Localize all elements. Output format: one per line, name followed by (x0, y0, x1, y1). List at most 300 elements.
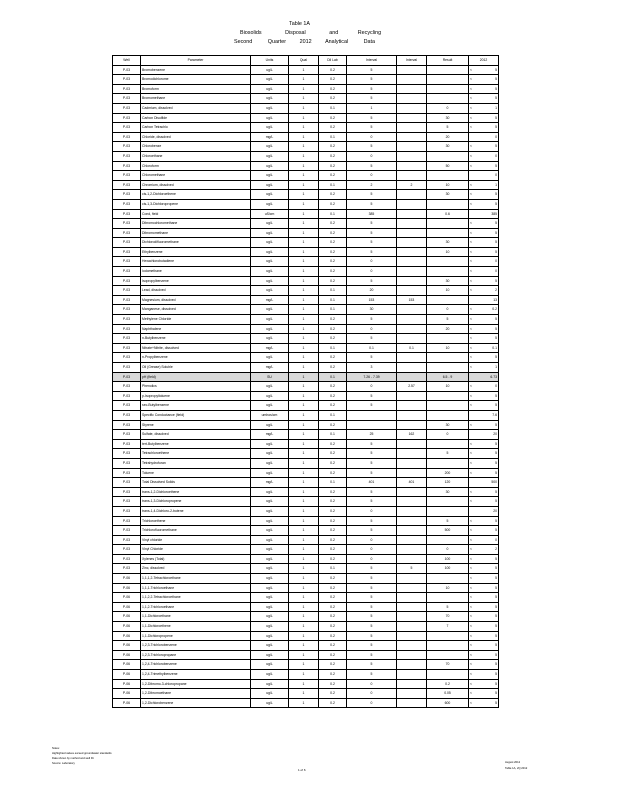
cell-qualifier (469, 430, 479, 440)
cell-qual: 1 (289, 583, 319, 593)
cell-interval-1: 7.26 - 7.39 (347, 372, 397, 382)
cell-2012: 5 (479, 631, 499, 641)
cell-parameter: Total Dissolved Solids (141, 478, 251, 488)
cell-2012: 5 (479, 238, 499, 248)
cell-dil-lab: 0.2 (319, 516, 347, 526)
cell-parameter: Carbon Tetrachlo (141, 123, 251, 133)
table-header-row (113, 56, 499, 66)
cell-parameter: cis-1,2-Dichloroethene (141, 190, 251, 200)
cell-result: 30 (427, 190, 469, 200)
cell-units: ug/L (251, 315, 289, 325)
cell-interval-2 (397, 94, 427, 104)
cell-well: P-06 (113, 622, 141, 632)
cell-dil-lab: 0.2 (319, 449, 347, 459)
cell-interval-2 (397, 151, 427, 161)
cell-result (427, 391, 469, 401)
table-row (113, 123, 499, 133)
cell-parameter: Tetrahydrofuran (141, 458, 251, 468)
cell-dil-lab: 0.2 (319, 458, 347, 468)
table-row (113, 650, 499, 660)
cell-dil-lab: 0.2 (319, 142, 347, 152)
cell-qual: 1 (289, 334, 319, 344)
cell-interval-2 (397, 401, 427, 411)
cell-interval-2 (397, 670, 427, 680)
cell-well: P-03 (113, 84, 141, 94)
cell-parameter: Bromoform (141, 84, 251, 94)
cell-qual: 1 (289, 305, 319, 315)
cell-dil-lab: 0.2 (319, 84, 347, 94)
cell-units: ug/L (251, 526, 289, 536)
cell-qualifier: < (469, 267, 479, 277)
cell-qualifier: < (469, 593, 479, 603)
cell-well: P-03 (113, 554, 141, 564)
table-row (113, 103, 499, 113)
cell-result (427, 593, 469, 603)
cell-interval-1: 5 (347, 391, 397, 401)
cell-parameter: 1,2,3-Trichloropropane (141, 650, 251, 660)
cell-parameter: Trichlorofluoromethane (141, 526, 251, 536)
cell-result: 0 (427, 103, 469, 113)
cell-parameter: Methylene Chloride (141, 315, 251, 325)
cell-result: 100 (427, 554, 469, 564)
cell-result: 500 (427, 526, 469, 536)
cell-result (427, 506, 469, 516)
cell-interval-1: 5 (347, 113, 397, 123)
cell-interval-2 (397, 113, 427, 123)
cell-units: ug/L (251, 487, 289, 497)
cell-dil-lab: 0.1 (319, 180, 347, 190)
cell-2012: 5 (479, 353, 499, 363)
cell-units: mg/L (251, 478, 289, 488)
cell-2012: 5 (479, 612, 499, 622)
cell-parameter: Ethylbenzene (141, 247, 251, 257)
cell-interval-2 (397, 391, 427, 401)
cell-qual: 1 (289, 276, 319, 286)
table-row (113, 75, 499, 85)
cell-qual: 1 (289, 468, 319, 478)
cell-units: mg/L (251, 363, 289, 373)
cell-2012: 5 (479, 679, 499, 689)
cell-interval-1: 5 (347, 199, 397, 209)
cell-well: P-03 (113, 65, 141, 75)
cell-interval-1: 5 (347, 583, 397, 593)
cell-dil-lab: 0.2 (319, 247, 347, 257)
table-row (113, 171, 499, 181)
table-row (113, 679, 499, 689)
cell-well: P-03 (113, 468, 141, 478)
table-row (113, 468, 499, 478)
cell-qual: 1 (289, 564, 319, 574)
cell-result: 30 (427, 238, 469, 248)
cell-units: ug/L (251, 171, 289, 181)
cell-dil-lab: 0.1 (319, 372, 347, 382)
cell-dil-lab: 0.2 (319, 151, 347, 161)
cell-qual: 1 (289, 219, 319, 229)
cell-well: P-03 (113, 564, 141, 574)
cell-units: ug/L (251, 583, 289, 593)
cell-units: ug/L (251, 535, 289, 545)
cell-interval-1: 5 (347, 161, 397, 171)
cell-parameter: Specific Conductance (field) (141, 410, 251, 420)
cell-qualifier: < (469, 449, 479, 459)
cell-qualifier: < (469, 151, 479, 161)
cell-parameter: 1,2,4-Trimethylbenzene (141, 670, 251, 680)
cell-parameter: 1,2-Dichlorobenzene (141, 698, 251, 708)
cell-2012: 5 (479, 497, 499, 507)
cell-result: 100 (427, 564, 469, 574)
cell-qualifier: < (469, 94, 479, 104)
cell-well: P-03 (113, 506, 141, 516)
cell-interval-1: 5 (347, 622, 397, 632)
cell-interval-1: 5 (347, 353, 397, 363)
cell-dil-lab: 0.2 (319, 506, 347, 516)
cell-units: ug/L (251, 401, 289, 411)
cell-interval-1: 3 (347, 363, 397, 373)
cell-well: P-06 (113, 583, 141, 593)
cell-parameter: tert-Butylbenzene (141, 439, 251, 449)
title-word: Analytical (325, 39, 349, 45)
cell-dil-lab: 0.2 (319, 602, 347, 612)
cell-well: P-03 (113, 334, 141, 344)
cell-well: P-03 (113, 315, 141, 325)
cell-qualifier: < (469, 487, 479, 497)
cell-2012: 5 (479, 113, 499, 123)
cell-well: P-03 (113, 161, 141, 171)
cell-interval-1: 5 (347, 641, 397, 651)
table-row (113, 564, 499, 574)
cell-dil-lab: 0.2 (319, 487, 347, 497)
cell-dil-lab: 0.2 (319, 123, 347, 133)
cell-interval-1: 5 (347, 497, 397, 507)
cell-interval-2 (397, 142, 427, 152)
cell-interval-1: 5 (347, 487, 397, 497)
table-row (113, 247, 499, 257)
cell-qual: 1 (289, 487, 319, 497)
cell-units: ug/L (251, 84, 289, 94)
cell-dil-lab: 0.2 (319, 334, 347, 344)
cell-dil-lab: 0.1 (319, 478, 347, 488)
cell-parameter: Carbon Disulfide (141, 113, 251, 123)
cell-qual: 1 (289, 458, 319, 468)
cell-interval-1: 5 (347, 123, 397, 133)
cell-2012: 2 (479, 545, 499, 555)
cell-well: P-03 (113, 219, 141, 229)
cell-qual: 1 (289, 449, 319, 459)
cell-qual: 1 (289, 410, 319, 420)
cell-parameter: Zinc, dissolved (141, 564, 251, 574)
cell-qual: 1 (289, 439, 319, 449)
cell-interval-1: 0 (347, 554, 397, 564)
table-row (113, 257, 499, 267)
cell-well: P-03 (113, 267, 141, 277)
cell-units: ug/L (251, 65, 289, 75)
cell-result (427, 439, 469, 449)
cell-interval-2 (397, 353, 427, 363)
cell-dil-lab: 0.2 (319, 622, 347, 632)
cell-qualifier: < (469, 65, 479, 75)
cell-result (427, 497, 469, 507)
cell-units: ug/L (251, 199, 289, 209)
cell-qualifier: < (469, 103, 479, 113)
cell-interval-1: 5 (347, 564, 397, 574)
cell-qualifier: < (469, 324, 479, 334)
cell-interval-2 (397, 410, 427, 420)
cell-well: P-03 (113, 305, 141, 315)
cell-dil-lab: 0.2 (319, 650, 347, 660)
table-row (113, 151, 499, 161)
cell-result: 70 (427, 612, 469, 622)
cell-units: ug/L (251, 267, 289, 277)
cell-dil-lab: 0.2 (319, 679, 347, 689)
cell-interval-2 (397, 190, 427, 200)
cell-qualifier: < (469, 334, 479, 344)
cell-qualifier: < (469, 583, 479, 593)
title-word: 2012 (299, 39, 312, 45)
footer-right (505, 760, 527, 772)
cell-units: ug/L (251, 247, 289, 257)
cell-result: 5 (427, 602, 469, 612)
cell-parameter: Sulfate, dissolved (141, 430, 251, 440)
cell-interval-1: 5 (347, 228, 397, 238)
cell-interval-2 (397, 458, 427, 468)
cell-interval-2 (397, 219, 427, 229)
cell-qual: 1 (289, 238, 319, 248)
cell-2012: 5 (479, 276, 499, 286)
cell-interval-1: 5 (347, 468, 397, 478)
cell-units: ug/L (251, 602, 289, 612)
cell-2012: 5 (479, 641, 499, 651)
cell-interval-2 (397, 171, 427, 181)
cell-well: P-03 (113, 276, 141, 286)
cell-units: ug/L (251, 670, 289, 680)
cell-qual: 1 (289, 315, 319, 325)
cell-well: P-03 (113, 478, 141, 488)
cell-well: P-06 (113, 574, 141, 584)
cell-qual: 1 (289, 65, 319, 75)
cell-dil-lab: 0.2 (319, 324, 347, 334)
cell-parameter: Chloromethane (141, 171, 251, 181)
header-units: Units (251, 56, 289, 66)
cell-2012: 5 (479, 670, 499, 680)
cell-units: uS/cm (251, 209, 289, 219)
cell-well: P-03 (113, 372, 141, 382)
cell-2012: 0 (479, 267, 499, 277)
cell-parameter: Isopropylbenzene (141, 276, 251, 286)
cell-2012: 0 (479, 171, 499, 181)
cell-well: P-03 (113, 113, 141, 123)
cell-units: ug/L (251, 286, 289, 296)
cell-interval-1: 0 (347, 257, 397, 267)
page-number: 1 of 6 (298, 768, 306, 772)
cell-qual: 1 (289, 516, 319, 526)
cell-well: P-06 (113, 593, 141, 603)
cell-parameter: Oil (Grease) Soluble (141, 363, 251, 373)
cell-result: 30 (427, 113, 469, 123)
cell-dil-lab: 0.2 (319, 65, 347, 75)
table-row (113, 142, 499, 152)
cell-2012: 1 (479, 180, 499, 190)
cell-result: 10 (427, 286, 469, 296)
cell-result (427, 199, 469, 209)
cell-qualifier: < (469, 257, 479, 267)
cell-interval-2: 162 (397, 430, 427, 440)
cell-result (427, 631, 469, 641)
cell-result (427, 94, 469, 104)
cell-result (427, 641, 469, 651)
table-row (113, 353, 499, 363)
cell-qual: 1 (289, 75, 319, 85)
cell-result: 5 (427, 449, 469, 459)
cell-2012: 0 (479, 151, 499, 161)
cell-interval-1: 5 (347, 516, 397, 526)
cell-result: 30 (427, 420, 469, 430)
cell-parameter: Tetrachloroethene (141, 449, 251, 459)
cell-interval-1: 0 (347, 679, 397, 689)
cell-interval-1: 0 (347, 171, 397, 181)
header-interval-1: Interval (347, 56, 397, 66)
table-row (113, 545, 499, 555)
cell-qualifier: < (469, 497, 479, 507)
cell-interval-2 (397, 593, 427, 603)
cell-2012: 5 (479, 219, 499, 229)
cell-well: P-03 (113, 487, 141, 497)
cell-interval-1: 5 (347, 439, 397, 449)
cell-qualifier (469, 209, 479, 219)
cell-qualifier: < (469, 679, 479, 689)
cell-2012: 5 (479, 458, 499, 468)
cell-well: P-03 (113, 324, 141, 334)
footer-table-ref: Table 1A, 2Q 2012 (505, 767, 528, 770)
cell-result (427, 171, 469, 181)
cell-2012: 5 (479, 75, 499, 85)
cell-dil-lab: 0.1 (319, 564, 347, 574)
table-row (113, 132, 499, 142)
cell-interval-2 (397, 238, 427, 248)
cell-dil-lab: 0.2 (319, 171, 347, 181)
cell-qual: 1 (289, 363, 319, 373)
cell-result: 0 (427, 430, 469, 440)
cell-dil-lab: 0.1 (319, 305, 347, 315)
cell-interval-2: 153 (397, 295, 427, 305)
cell-units: ug/L (251, 458, 289, 468)
cell-interval-2 (397, 574, 427, 584)
cell-2012: 5 (479, 660, 499, 670)
cell-dil-lab: 0.2 (319, 535, 347, 545)
cell-interval-1: 0 (347, 151, 397, 161)
cell-parameter: Chloride, dissolved (141, 132, 251, 142)
cell-qualifier: < (469, 247, 479, 257)
cell-dil-lab: 0.2 (319, 401, 347, 411)
cell-interval-1: 5 (347, 142, 397, 152)
cell-qualifier: < (469, 526, 479, 536)
cell-dil-lab: 0.2 (319, 526, 347, 536)
cell-parameter: Phenolics (141, 382, 251, 392)
cell-parameter: sec-Butylbenzene (141, 401, 251, 411)
cell-interval-1: 5 (347, 94, 397, 104)
cell-units: ug/L (251, 305, 289, 315)
cell-units: ug/L (251, 161, 289, 171)
cell-well: P-03 (113, 439, 141, 449)
cell-qualifier: < (469, 516, 479, 526)
cell-result (427, 219, 469, 229)
cell-qualifier: < (469, 123, 479, 133)
cell-interval-1: 5 (347, 631, 397, 641)
cell-result (427, 334, 469, 344)
cell-parameter: trans-1,2-Dichloroethene (141, 487, 251, 497)
cell-2012: 5 (479, 698, 499, 708)
cell-result: 200 (427, 468, 469, 478)
cell-dil-lab: 0.1 (319, 286, 347, 296)
table-row (113, 631, 499, 641)
cell-interval-2 (397, 334, 427, 344)
cell-qualifier: < (469, 238, 479, 248)
cell-well: P-03 (113, 353, 141, 363)
cell-dil-lab: 0.2 (319, 420, 347, 430)
table-row (113, 689, 499, 699)
cell-well: P-06 (113, 650, 141, 660)
cell-interval-1: 5 (347, 334, 397, 344)
cell-2012: 6.73 (479, 372, 499, 382)
cell-qualifier (469, 506, 479, 516)
cell-well: P-03 (113, 382, 141, 392)
cell-2012: 5 (479, 526, 499, 536)
header-2012: 2012 (469, 56, 499, 66)
cell-interval-1: 5 (347, 670, 397, 680)
table-row (113, 612, 499, 622)
cell-qualifier: < (469, 650, 479, 660)
cell-dil-lab: 0.2 (319, 698, 347, 708)
cell-dil-lab: 0.2 (319, 267, 347, 277)
cell-dil-lab: 0.2 (319, 439, 347, 449)
table-row (113, 506, 499, 516)
cell-parameter: Cadmium, dissolved (141, 103, 251, 113)
cell-interval-2 (397, 267, 427, 277)
cell-well: P-03 (113, 247, 141, 257)
cell-qual: 1 (289, 94, 319, 104)
table-row (113, 602, 499, 612)
cell-well: P-03 (113, 209, 141, 219)
cell-interval-2 (397, 535, 427, 545)
notes-line: Data shown by method and well ID. (52, 757, 95, 761)
cell-parameter: Dibromomethane (141, 228, 251, 238)
cell-units: mg/L (251, 343, 289, 353)
cell-interval-2 (397, 612, 427, 622)
cell-result (427, 295, 469, 305)
table-row (113, 84, 499, 94)
cell-result (427, 353, 469, 363)
table-row (113, 343, 499, 353)
cell-qualifier: < (469, 391, 479, 401)
cell-2012: 0 (479, 382, 499, 392)
cell-interval-2 (397, 583, 427, 593)
cell-2012: 0.1 (479, 343, 499, 353)
cell-parameter: n-Propylbenzene (141, 353, 251, 363)
cell-parameter: Xylenes (Total) (141, 554, 251, 564)
cell-parameter: Naphthalene (141, 324, 251, 334)
cell-interval-1: 0 (347, 698, 397, 708)
cell-units: ug/L (251, 698, 289, 708)
cell-dil-lab: 0.2 (319, 497, 347, 507)
cell-interval-2: 2.57 (397, 382, 427, 392)
cell-well: P-03 (113, 497, 141, 507)
cell-parameter: Cond, field (141, 209, 251, 219)
cell-2012: 5 (479, 94, 499, 104)
title-line-3 (234, 39, 375, 45)
table-row (113, 286, 499, 296)
cell-qualifier: < (469, 670, 479, 680)
cell-parameter: Magnesium, dissolved (141, 295, 251, 305)
cell-2012: 0 (479, 257, 499, 267)
